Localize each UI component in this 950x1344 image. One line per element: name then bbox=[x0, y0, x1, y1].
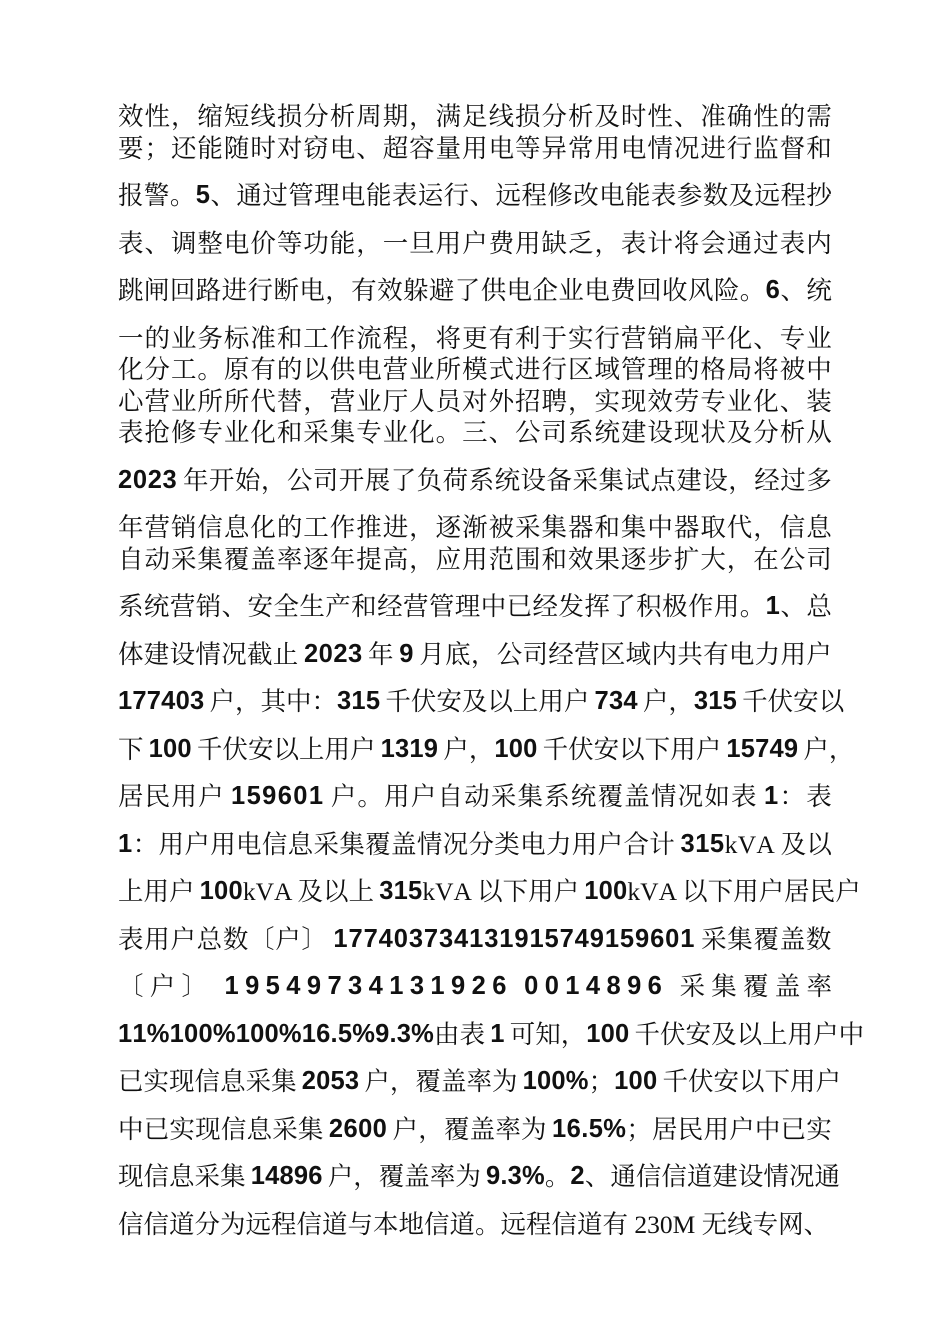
text-line: 现 信 息 采 集 1 4 8 9 6 户 ， 覆 盖 率 为 9 . 3 % 。 2 、 通 信 信 道 建 设 情 况 通 bbox=[118, 1162, 840, 1191]
text-line: 要 ； 还 能 随 时 对 窃 电 、 超 容 量 用 电 等 异 常 用 电 情 况 进 行 监 督 和 bbox=[118, 133, 832, 163]
text-line: 表 用 户 总 数 〔 户 〕 1 7 7 4 0 3 7 3 4 1 3 1 9 1 5 7 4 9 1 5 9 6 0 1 采 集 覆 盖 数 bbox=[118, 924, 832, 954]
text-line: 表 抢 修 专 业 化 和 采 集 专 业 化 。 三 、 公 司 系 统 建 设 现 状 及 分 析 从 bbox=[118, 418, 832, 447]
text-line: 〔 户 〕 1 9 5 4 9 7 3 4 1 3 1 9 2 6 0 0 1 4 8 9 6 采 集 覆 盖 率 bbox=[118, 972, 832, 1001]
text-line: 效 性 ， 缩 短 线 损 分 析 周 期 ， 满 足 线 损 分 析 及 时 性 、 准 确 性 的 需 bbox=[118, 102, 832, 131]
text-line: 跳 闸 回 路 进 行 断 电 ， 有 效 躲 避 了 供 电 企 业 电 费 回 收 风 险 。 6 、 统 bbox=[118, 276, 832, 305]
text-line: 1 1 % 1 0 0 % 1 0 0 % 1 6 . 5 % 9 . 3 % 由 表 1 可 知 ， 1 0 0 千 伏 安 及 以 上 用 户 中 bbox=[118, 1019, 865, 1049]
text-line: 1 7 7 4 0 3 户 ， 其 中 ： 3 1 5 千 伏 安 及 以 上 用 户 7 3 4 户 ， 3 1 5 千 伏 安 以 bbox=[118, 687, 845, 716]
text-line: 化 分 工 。 原 有 的 以 供 电 营 业 所 模 式 进 行 区 域 管 理 的 格 局 将 被 中 bbox=[118, 355, 832, 384]
text-line: 报 警 。 5 、 通 过 管 理 电 能 表 运 行 、 远 程 修 改 电 能 表 参 数 及 远 程 抄 bbox=[118, 181, 832, 210]
text-line: 1 ： 用 户 用 电 信 息 采 集 覆 盖 情 况 分 类 电 力 用 户 合 计 3 1 5 k V A 及 以 bbox=[118, 829, 832, 859]
text-line: 体 建 设 情 况 截 止 2 0 2 3 年 9 月 底 ， 公 司 经 营 区 域 内 共 有 电 力 用 户 bbox=[118, 639, 832, 669]
text-line: 居 民 用 户 1 5 9 6 0 1 户 。 用 户 自 动 采 集 系 统 覆 盖 情 况 如 表 1 ： 表 bbox=[118, 782, 832, 811]
text-line: 中 已 实 现 信 息 采 集 2 6 0 0 户 ， 覆 盖 率 为 1 6 . 5 % ； 居 民 用 户 中 已 实 bbox=[118, 1114, 832, 1144]
text-line: 年 营 销 信 息 化 的 工 作 推 进 ， 逐 渐 被 采 集 器 和 集 中 器 取 代 ， 信 息 bbox=[118, 513, 832, 542]
text-line: 心 营 业 所 所 代 替 ， 营 业 厅 人 员 对 外 招 聘 ， 实 现 效 劳 专 业 化 、 装 bbox=[118, 386, 832, 416]
text-line: 一 的 业 务 标 准 和 工 作 流 程 ， 将 更 有 利 于 实 行 营 销 扁 平 化 、 专 业 bbox=[118, 323, 832, 353]
document-text-body bbox=[118, 102, 865, 1239]
text-line: 2 0 2 3 年 开 始 ， 公 司 开 展 了 负 荷 系 统 设 备 采 集 试 点 建 设 ， 经 过 多 bbox=[118, 465, 832, 495]
text-line: 信信道分为远程信道与本地信道。远程信道有 230M 无线专网、 bbox=[118, 1209, 830, 1239]
text-line: 表 、 调 整 电 价 等 功 能 ， 一 旦 用 户 费 用 缺 乏 ， 表 计 将 会 通 过 表 内 bbox=[118, 228, 832, 258]
text-line: 自 动 采 集 覆 盖 率 逐 年 提 高 ， 应 用 范 围 和 效 果 逐 步 扩 大 ， 在 公 司 bbox=[118, 544, 832, 574]
text-line: 上 用 户 1 0 0 k V A 及 以 上 3 1 5 k V A 以 下 用 户 1 0 0 k V A 以 下 用 户 居 民 户 bbox=[118, 877, 861, 906]
text-line: 系 统 营 销 、 安 全 生 产 和 经 营 管 理 中 已 经 发 挥 了 积 极 作 用 。 1 、 总 bbox=[118, 592, 832, 621]
text-line: 下 1 0 0 千 伏 安 以 上 用 户 1 3 1 9 户 ， 1 0 0 千 伏 安 以 下 用 户 1 5 7 4 9 户 ， bbox=[118, 734, 855, 764]
text-line: 已 实 现 信 息 采 集 2 0 5 3 户 ， 覆 盖 率 为 1 0 0 % ； 1 0 0 千 伏 安 以 下 用 户 bbox=[118, 1067, 842, 1096]
